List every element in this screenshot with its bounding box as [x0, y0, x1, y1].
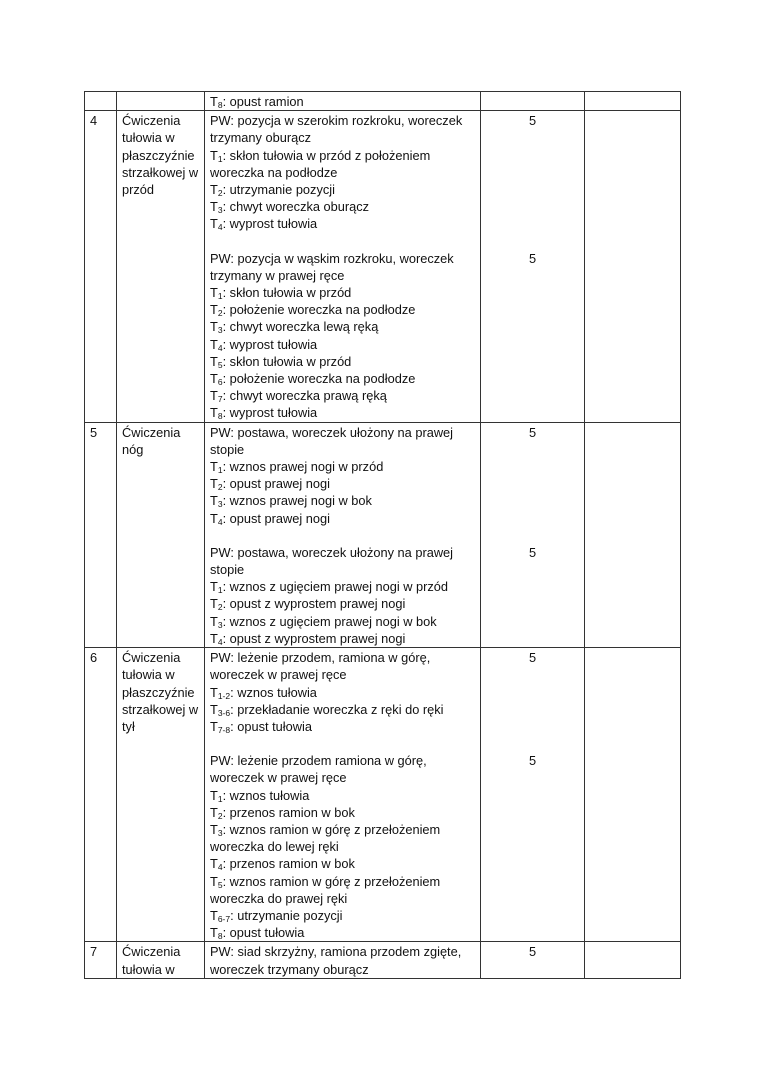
step-text: : opust z wyprostem prawej nogi [222, 630, 406, 646]
count-step [210, 787, 475, 804]
line-text: T [210, 285, 218, 301]
step-text: : opust tułowia [222, 925, 305, 941]
count-index: 8 [217, 100, 223, 110]
line-text: T [210, 804, 218, 820]
exercise-variant [210, 424, 475, 527]
repetition-count: 5 [528, 113, 537, 129]
step-text: : utrzymanie pozycji [222, 182, 335, 198]
count-index: 1 [217, 465, 223, 476]
starting-position [210, 943, 475, 977]
count-index: 1 [217, 153, 223, 164]
count-index: 2 [217, 602, 223, 613]
step-text: : skłon tułowia w przód [222, 285, 352, 301]
count-index: 3 [217, 619, 223, 630]
count-step [210, 613, 475, 630]
table-row [85, 422, 681, 647]
line-text: T [210, 459, 218, 475]
count-step [210, 284, 475, 301]
starting-position [210, 424, 475, 458]
exercise-description [205, 422, 481, 647]
step-text: : przekładanie woreczka z ręki do ręki [230, 701, 444, 717]
count-step [210, 924, 475, 941]
count-step [210, 198, 475, 215]
step-text: : wyprost tułowia [222, 216, 318, 232]
line-text: PW: postawa, woreczek ułożony na prawej stopie [210, 544, 454, 578]
count-index: 8 [217, 931, 223, 942]
count-index: 2 [217, 188, 223, 199]
step-text: : opust prawej nogi [222, 476, 330, 492]
line-text: T [210, 302, 218, 318]
exercise-table [84, 91, 681, 979]
step-text: : chwyt woreczka lewą ręką [222, 319, 379, 335]
exercise-number: 4 [85, 111, 117, 422]
count-step [210, 387, 475, 404]
notes-cell [585, 648, 681, 942]
count-index: 4 [217, 222, 223, 233]
count-index: 4 [217, 342, 223, 353]
count-index: 6-7 [217, 913, 231, 924]
table-row [85, 92, 681, 111]
table-row [85, 111, 681, 422]
count-step [210, 458, 475, 475]
repetition-count: 5 [528, 944, 537, 960]
repetitions [481, 422, 585, 647]
count-step [210, 318, 475, 335]
count-step [210, 821, 475, 855]
count-step [210, 701, 475, 718]
repetitions [481, 92, 585, 111]
count-step [210, 301, 475, 318]
count-index: 1 [217, 585, 223, 596]
line-text: T [210, 371, 218, 387]
count-step [210, 215, 475, 232]
starting-position [210, 544, 475, 578]
count-step [210, 336, 475, 353]
line-text: T [210, 596, 218, 612]
step-text: : wyprost tułowia [222, 336, 318, 352]
step-text: : chwyt woreczka prawą ręką [222, 388, 387, 404]
line-text: T [210, 613, 218, 629]
count-index: 5 [217, 359, 223, 370]
line-text: T [210, 476, 218, 492]
line-text: T [210, 147, 218, 163]
exercise-name: Ćwiczenia nóg [117, 422, 205, 647]
line-text: T [210, 630, 218, 646]
repetition-count: 5 [528, 650, 537, 666]
count-index: 5 [217, 879, 223, 890]
line-text: T [210, 405, 218, 421]
notes-cell [585, 111, 681, 422]
count-step [210, 147, 475, 181]
exercise-number [85, 92, 117, 111]
step-text: : wznos prawej nogi w bok [222, 493, 372, 509]
step-text: : wznos z ugięciem prawej nogi w bok [222, 613, 437, 629]
table-row [85, 648, 681, 942]
step-text: : utrzymanie pozycji [230, 907, 343, 923]
line-text: T [210, 199, 218, 215]
line-text: PW: postawa, woreczek ułożony na prawej stopie [210, 424, 454, 457]
exercise-description [205, 92, 481, 111]
count-step [210, 595, 475, 612]
exercise-name: Ćwiczenia tułowia w płaszczyźnie strzałkowej w przód [117, 111, 205, 422]
count-index: 8 [217, 411, 223, 422]
line-text: PW: pozycja w wąskim rozkroku, woreczek trzymany w prawej ręce [210, 250, 454, 283]
count-index: 3 [217, 205, 223, 216]
count-index: 3 [217, 827, 223, 838]
line-text: T [210, 856, 218, 872]
line-text: PW: leżenie przodem, ramiona w górę, woreczek w prawej ręce [210, 650, 431, 683]
repetition-count: 5 [528, 544, 537, 560]
exercise-variant [210, 649, 475, 735]
step-text: : skłon tułowia w przód [222, 353, 352, 369]
exercise-number: 6 [85, 648, 117, 942]
count-index: 1-2 [217, 690, 231, 701]
notes-cell [585, 942, 681, 978]
count-step [210, 492, 475, 509]
count-step [210, 370, 475, 387]
line-text: T [210, 821, 218, 837]
count-step [210, 578, 475, 595]
line-text: T [210, 684, 218, 700]
count-step [210, 630, 475, 647]
exercise-description [205, 648, 481, 942]
count-index: 3 [217, 325, 223, 336]
exercise-variant [210, 250, 475, 422]
line-text: T [210, 493, 218, 509]
starting-position [210, 649, 475, 683]
count-step [210, 873, 475, 907]
step-text: : wznos tułowia [222, 787, 310, 803]
line-text: T [210, 336, 218, 352]
step-text: : chwyt woreczka oburącz [222, 199, 370, 215]
exercise-description [205, 942, 481, 978]
count-index: 3-6 [217, 707, 231, 718]
step-text: : przenos ramion w bok [222, 856, 355, 872]
line-text: T [210, 907, 218, 923]
exercise-variant [210, 93, 475, 110]
line-text: T [210, 701, 218, 717]
repetitions [481, 111, 585, 422]
line-text: PW: pozycja w szerokim rozkroku, woreczek trzymany oburącz [210, 113, 463, 146]
exercise-variant [210, 943, 475, 977]
line-text: T [210, 216, 218, 232]
exercise-variant [210, 112, 475, 232]
count-index: 4 [217, 862, 223, 873]
count-step [210, 510, 475, 527]
starting-position [210, 250, 475, 284]
count-step [210, 684, 475, 701]
line-text: T [210, 182, 218, 198]
step-text: : skłon tułowia w przód z położeniem woreczka na podłodze [210, 147, 431, 180]
repetition-count: 5 [528, 424, 537, 440]
line-text: PW: leżenie przodem ramiona w górę, woreczek w prawej ręce [210, 753, 427, 786]
count-index: 3 [217, 499, 223, 510]
exercise-name [117, 92, 205, 111]
line-text: T [210, 353, 218, 369]
line-text: T [210, 925, 218, 941]
count-index: 2 [217, 308, 223, 319]
step-text: : wyprost tułowia [222, 405, 318, 421]
step-text: : wznos prawej nogi w przód [222, 459, 384, 475]
repetitions [481, 648, 585, 942]
step-text: : położenie woreczka na podłodze [222, 371, 416, 387]
repetitions [481, 942, 585, 978]
count-step [210, 804, 475, 821]
count-step [210, 181, 475, 198]
line-text: PW: siad skrzyżny, ramiona przodem zgięte, woreczek trzymany oburącz [210, 944, 462, 977]
exercise-number: 7 [85, 942, 117, 978]
step-text: : przenos ramion w bok [222, 804, 355, 820]
step-text: : opust tułowia [230, 718, 312, 734]
count-step [210, 718, 475, 735]
count-index: 7 [217, 394, 223, 405]
line-text: T [210, 510, 218, 526]
line-text: T [210, 319, 218, 335]
exercise-description [205, 111, 481, 422]
count-index: 4 [217, 636, 223, 647]
count-index: 2 [217, 810, 223, 821]
count-step [210, 855, 475, 872]
count-index: 6 [217, 377, 223, 388]
count-index: 1 [217, 291, 223, 302]
count-index: 1 [217, 793, 223, 804]
step-text: : opust ramion [222, 94, 304, 109]
line-text: T [210, 787, 218, 803]
exercise-variant [210, 752, 475, 941]
step-text: : opust prawej nogi [222, 510, 330, 526]
step-text: : położenie woreczka na podłodze [222, 302, 416, 318]
count-index: 7-8 [217, 724, 231, 735]
exercise-name: Ćwiczenia tułowia w [117, 942, 205, 978]
line-text: T [210, 388, 218, 404]
exercise-table-body [85, 92, 681, 979]
count-step [210, 907, 475, 924]
repetition-count: 5 [528, 250, 537, 266]
line-text: T [210, 579, 218, 595]
count-index: 2 [217, 482, 223, 493]
starting-position [210, 752, 475, 786]
count-step [210, 475, 475, 492]
count-step [210, 93, 475, 110]
step-text: : wznos z ugięciem prawej nogi w przód [222, 579, 449, 595]
notes-cell [585, 92, 681, 111]
starting-position [210, 112, 475, 146]
step-text: : opust z wyprostem prawej nogi [222, 596, 406, 612]
table-row [85, 942, 681, 978]
line-text: T [210, 94, 218, 109]
exercise-variant [210, 544, 475, 647]
line-text: T [210, 718, 218, 734]
count-step [210, 404, 475, 421]
notes-cell [585, 422, 681, 647]
repetition-count: 5 [528, 753, 537, 769]
step-text: : wznos ramion w górę z przełożeniem woreczka do lewej ręki [210, 821, 441, 855]
step-text: : wznos tułowia [230, 684, 317, 700]
exercise-name: Ćwiczenia tułowia w płaszczyźnie strzałkowej w tył [117, 648, 205, 942]
line-text: T [210, 873, 218, 889]
exercise-number: 5 [85, 422, 117, 647]
count-step [210, 353, 475, 370]
count-index: 4 [217, 516, 223, 527]
step-text: : wznos ramion w górę z przełożeniem woreczka do prawej ręki [210, 873, 441, 906]
